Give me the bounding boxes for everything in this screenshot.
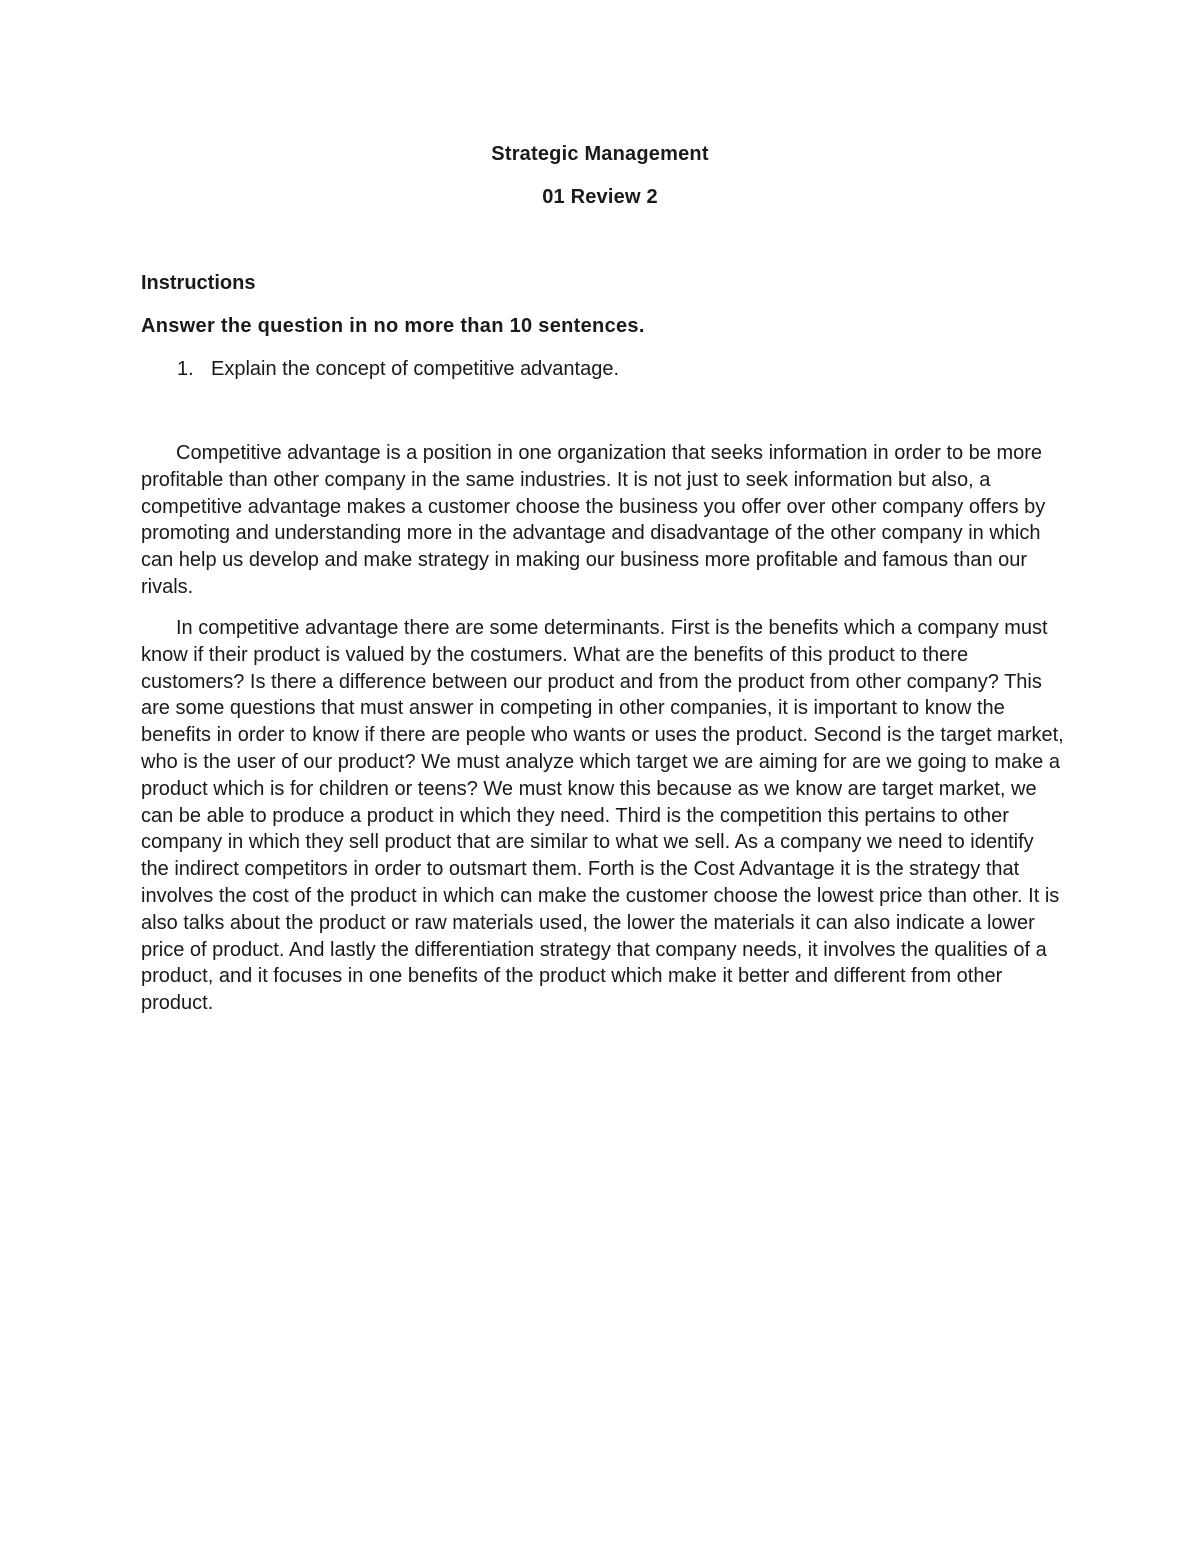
instructions-heading: Instructions xyxy=(141,272,256,294)
document-subtitle: 01 Review 2 xyxy=(542,186,658,208)
question-text: Explain the concept of competitive advantage. xyxy=(211,358,620,380)
answer-paragraph: Competitive advantage is a position in one organization that seeks information in order to be more profitable than other company in the same industries. It is not just to seek information but also, a competitive advantage makes a customer choose the business you offer over other company offers by promoting and understanding more in the advantage and disadvantage of the other company in which can help us develop and make strategy in making our business more profitable and famous than our rivals. xyxy=(141,442,1046,598)
instructions-text: Answer the question in no more than 10 sentences. xyxy=(141,315,645,337)
question-number: 1. xyxy=(177,358,194,380)
question-item xyxy=(177,358,619,381)
document-title: Strategic Management xyxy=(491,143,709,165)
answer-paragraph: In competitive advantage there are some determinants. First is the benefits which a company must know if their product is valued by the costumers. What are the benefits of this product to there customers? Is there a difference between our product and from the product from other company? This are some questions that must answer in competing in other companies, it is important to know the benefits in order to know if there are people who wants or uses the product. Second is the target market, who is the user of our product? We must analyze which target we are aiming for are we going to make a product which is for children or teens? We must know this because as we know are target market, we can be able to produce a product in which they need. Third is the competition this pertains to other company in which they sell product that are similar to what we sell. As a company we need to identify the indirect competitors in order to outsmart them. Forth is the Cost Advantage it is the strategy that involves the cost of the product in which can make the customer choose the lowest price than other. It is also talks about the product or raw materials used, the lower the materials it can also indicate a lower price of product. And lastly the differentiation strategy that company needs, it involves the qualities of a product, and it focuses in one benefits of the product which make it better and different from other product. xyxy=(141,617,1064,1015)
